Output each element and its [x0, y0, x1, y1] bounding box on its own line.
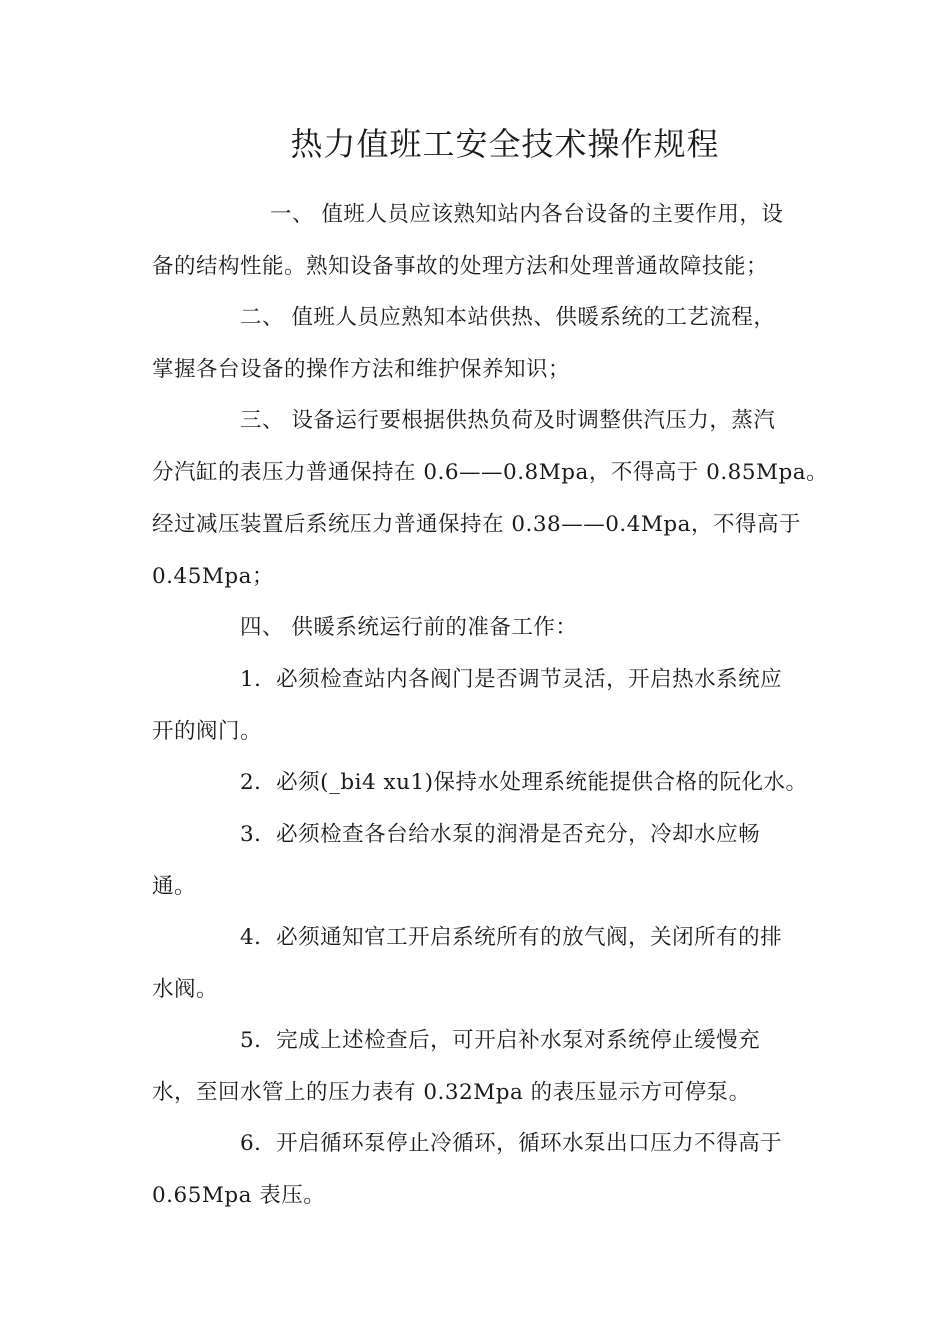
list-item-line: 水，至回水管上的压力表有 0.32Mpa 的表压显示方可停泵。 [152, 1080, 751, 1105]
list-item-line: 1．必须检查站内各阀门是否调节灵活，开启热水系统应 [240, 667, 783, 692]
list-item-line: 5．完成上述检查后，可开启补水泵对系统停止缓慢充 [240, 1028, 761, 1053]
paragraph-line: 备的结构性能。熟知设备事故的处理方法和处理普通故障技能； [152, 254, 769, 279]
list-item-line: 0.65Mpa 表压。 [152, 1183, 326, 1208]
list-item-line: 4．必须通知官工开启系统所有的放气阀，关闭所有的排 [240, 925, 783, 950]
paragraph-line: 分汽缸的表压力普通保持在 0.6——0.8Mpa，不得高于 0.85Mpa。 [152, 460, 829, 485]
list-item-line: 2．必须(_bi4 xu1)保持水处理系统能提供合格的阮化水。 [240, 770, 808, 795]
list-item-line: 开的阀门。 [152, 719, 263, 744]
list-item-line: 水阀。 [152, 977, 219, 1002]
paragraph-line: 掌握各台设备的操作方法和维护保养知识； [152, 357, 571, 382]
paragraph-line: 0.45Mpa； [152, 564, 274, 589]
paragraph-line: 三、 设备运行要根据供热负荷及时调整供汽压力，蒸汽 [240, 408, 776, 433]
document-title: 热力值班工安全技术操作规程 [290, 125, 720, 163]
paragraph-line: 一、 值班人员应该熟知站内各台设备的主要作用，设 [270, 202, 784, 227]
paragraph-line: 二、 值班人员应熟知本站供热、供暖系统的工艺流程， [240, 305, 776, 330]
paragraph-line: 经过减压装置后系统压力普通保持在 0.38——0.4Mpa，不得高于 [152, 512, 801, 537]
list-item-line: 3．必须检查各台给水泵的润滑是否充分，冷却水应畅 [240, 822, 761, 847]
section-heading: 四、 供暖系统运行前的准备工作： [240, 615, 578, 640]
list-item-line: 6．开启循环泵停止冷循环，循环水泵出口压力不得高于 [240, 1131, 783, 1156]
list-item-line: 通。 [152, 874, 197, 899]
